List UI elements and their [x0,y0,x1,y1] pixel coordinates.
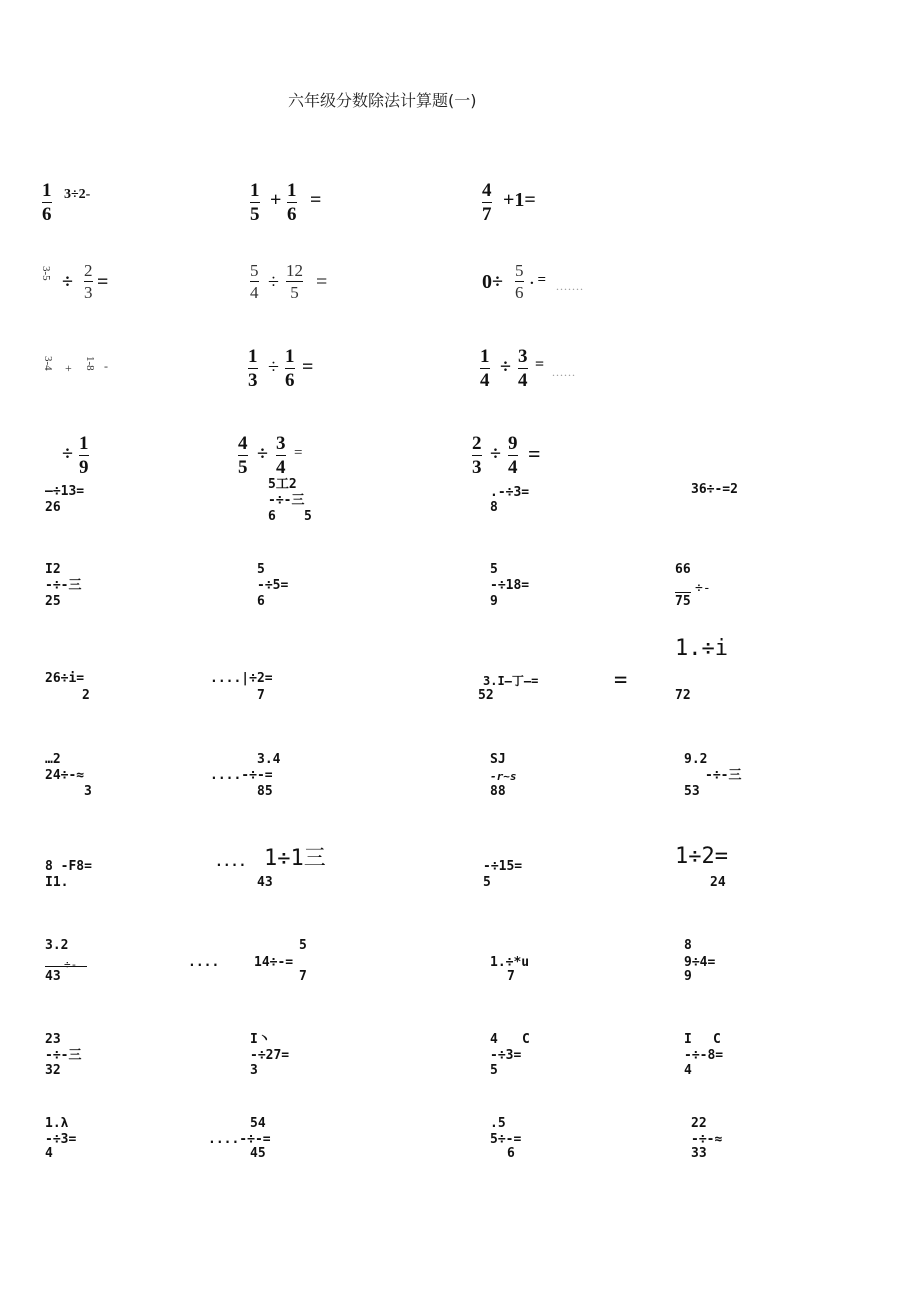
numerator: 1 [480,346,490,367]
plus-operator: + [270,189,282,211]
problem-line: 33 [691,1146,707,1161]
fraction [238,434,248,477]
problem-line: C [522,1032,530,1047]
denominator: 3 [248,370,258,391]
problem-line: ÷- [64,958,78,971]
problem-line: -÷3= [45,1132,77,1147]
problem-line: 4 [490,1032,498,1047]
equals-sign: = [316,271,328,293]
problem-line: 5 [304,509,312,524]
problem-line: 45 [250,1146,266,1161]
problem-line: 1÷2= [675,844,728,869]
fraction-bar [45,966,87,967]
divide-operator: ÷ [500,356,511,378]
numerator: 5 [250,261,259,280]
denominator: 3 [84,283,93,302]
equals-sign: . = [530,272,547,288]
problem-line: ....-÷-= [208,1132,271,1147]
problem-line: .... [188,955,220,970]
problem-line: 22 [691,1116,707,1131]
problem-line: 23 [45,1032,61,1047]
equals-sign: = [310,189,322,211]
problem-line: 24 [710,875,726,890]
divide-operator: ÷ [62,443,73,465]
problem-line: I [684,1032,692,1047]
vertical-fraction: 3-5 [40,266,52,281]
fraction [480,347,490,390]
problem-line: 4 [684,1063,692,1078]
problem-line: 72 [675,688,691,703]
fraction [276,434,286,477]
problem-line: -÷5= [257,578,289,593]
numerator: 2 [472,433,482,454]
equals-sign: = [97,271,109,293]
problem-line: 9 [490,594,498,609]
problem-line: 8 [684,938,692,953]
problem-line: 14÷-= [254,955,294,970]
problem-line: 7 [507,969,515,984]
fraction [79,434,89,477]
plus-operator: + [65,361,72,375]
numerator: 1 [248,346,258,367]
denominator: 5 [238,457,248,478]
equals-sign: = [528,441,541,466]
problem-line: 5÷-= [490,1132,522,1147]
problem-line: -÷27= [250,1048,290,1063]
problem-line: 24÷-≈ [45,768,85,783]
denominator: 5 [290,283,299,302]
problem-line: -÷3= [490,1048,522,1063]
problem-line: 26 [45,500,61,515]
denominator: 6 [285,370,295,391]
problem-line: 85 [257,784,273,799]
denominator: 4 [518,370,528,391]
denominator: 3 [472,457,482,478]
problem-line: …2 [45,752,61,767]
answer-dots: ...... [552,365,576,379]
denominator: 6 [287,204,297,225]
fraction-bar [675,592,691,593]
problem-line: ÷- [695,581,711,596]
numerator: 12 [286,261,303,280]
fraction [42,181,52,224]
problem-line: -r~s [490,770,517,783]
problem-line: I丶 [250,1032,271,1047]
equals-sign: = [294,445,303,461]
problem-line: 4 [45,1146,53,1161]
problem-line: 3.4 [257,752,281,767]
fraction [472,434,482,477]
problem-line: -÷-8= [684,1048,724,1063]
page-title: 六年级分数除法计算题(一) [288,91,477,110]
problem-line: 1.÷*u [490,955,530,970]
problem-line: 43 [257,875,273,890]
fraction [287,181,297,224]
problem-line: 6 [257,594,265,609]
fraction [286,262,303,301]
numerator: 1 [285,346,295,367]
problem-line: .5 [490,1116,506,1131]
problem-line: 8 -F8= [45,859,92,874]
divide-operator: ÷ [268,356,279,378]
numerator: 1 [250,180,260,201]
problem-line: 3 [250,1063,258,1078]
denominator: 5 [250,204,260,225]
problem-line: 53 [684,784,700,799]
problem-line: 6 [507,1146,515,1161]
denominator: 4 [480,370,490,391]
problem-line: 9 [684,969,692,984]
answer-dots: ....... [556,279,584,293]
problem-line: 5 [257,562,265,577]
problem-line: 88 [490,784,506,799]
divide-operator: ÷ [62,271,73,293]
expression-text: +1= [503,189,536,211]
denominator: 6 [42,204,52,225]
problem-line: 25 [45,594,61,609]
problem-line: -÷15= [483,859,523,874]
numerator: 9 [508,433,518,454]
problem-line: 5 [490,1063,498,1078]
problem-line: 8 [490,500,498,515]
problem-line: 7 [299,969,307,984]
denominator: 4 [276,457,286,478]
problem-line: 26÷i= [45,671,85,686]
numerator: 3 [518,346,528,367]
fraction [515,262,524,301]
problem-line: 1.÷i [675,636,728,661]
fraction [84,262,93,301]
problem-line: 5 [483,875,491,890]
problem-line: 75 [675,594,691,609]
equals-sign: = [535,356,545,373]
numerator: 4 [482,180,492,201]
equals-sign: = [614,668,628,693]
problem-line: .-÷3= [490,485,530,500]
problem-line: 54 [250,1116,266,1131]
problem-line: 43 [45,969,61,984]
fraction [285,347,295,390]
problem-line: -÷-≈ [691,1132,723,1147]
divide-operator: ÷ [257,443,268,465]
expression-text: - [104,359,108,373]
problem-line: C [713,1032,721,1047]
numerator: 1 [287,180,297,201]
problem-line: ....|÷2= [210,671,273,686]
problem-line: -÷-三 [45,578,82,593]
problem-line: 36÷-=2 [691,482,738,497]
problem-line: SJ [490,752,506,767]
denominator: 4 [508,457,518,478]
fraction [482,181,492,224]
problem-line: ....-÷-= [210,768,273,783]
expression-text: 0÷ [482,271,503,293]
problem-line: -÷-三 [45,1048,82,1063]
problem-line: 3 [84,784,92,799]
denominator: 7 [482,204,492,225]
problem-line: 2 [82,688,90,703]
fraction [518,347,528,390]
expression-text: 3÷2- [64,187,91,202]
problem-line: 5工2 [268,477,297,492]
problem-line: I1. [45,875,69,890]
problem-line: 9.2 [684,752,708,767]
vertical-fraction: 3-4 [42,356,54,371]
problem-line: 7 [257,688,265,703]
problem-line: 5 [299,938,307,953]
fraction [250,262,259,301]
numerator: 1 [42,180,52,201]
numerator: 1 [79,433,89,454]
problem-line: 3.I—丁—= [483,674,539,688]
denominator: 6 [515,283,524,302]
denominator: 4 [250,283,259,302]
problem-line: I2 [45,562,61,577]
problem-line: 66 [675,562,691,577]
numerator: 3 [276,433,286,454]
problem-line: —÷13= [45,484,85,499]
problem-line: 32 [45,1063,61,1078]
vertical-fraction: 1-8 [84,356,96,371]
fraction [508,434,518,477]
fraction [250,181,260,224]
problem-line: 9÷4= [684,955,716,970]
fraction [248,347,258,390]
problem-line: 52 [478,688,494,703]
problem-line: 5 [490,562,498,577]
divide-operator: ÷ [268,271,279,293]
denominator: 9 [79,457,89,478]
problem-line: -÷-三 [268,493,305,508]
numerator: 5 [515,261,524,280]
problem-line: -÷18= [490,578,530,593]
problem-line: 1÷1三 [264,846,326,871]
numerator: 4 [238,433,248,454]
problem-line: .... [215,855,247,870]
equals-sign: = [302,356,314,378]
numerator: 2 [84,261,93,280]
problem-line: 6 [268,509,276,524]
problem-line: 3.2 [45,938,69,953]
problem-line: -÷-三 [705,768,742,783]
problem-line: 1.λ [45,1116,69,1131]
divide-operator: ÷ [490,443,501,465]
